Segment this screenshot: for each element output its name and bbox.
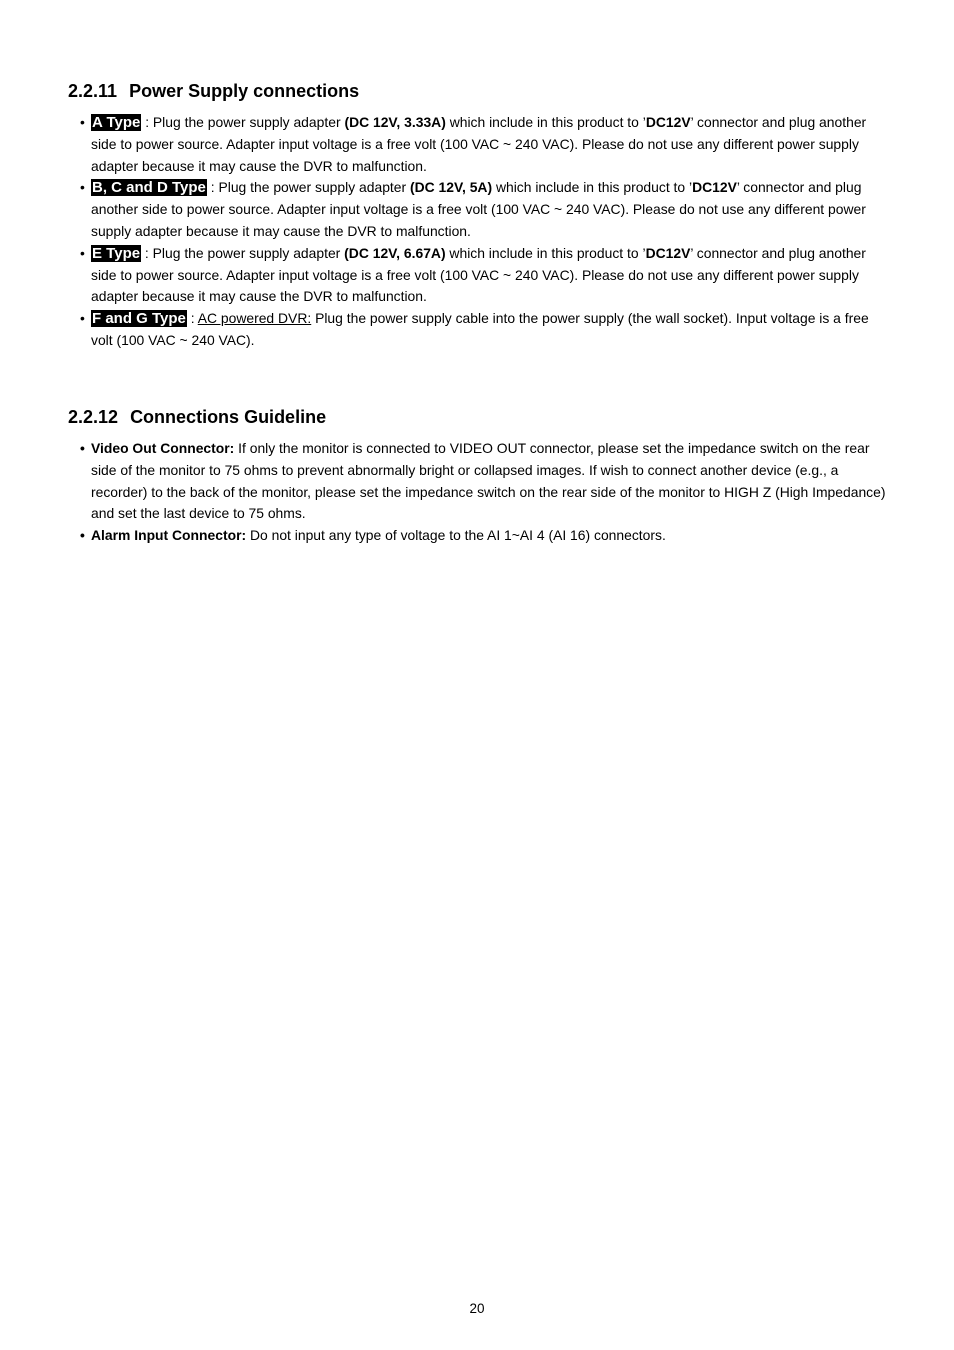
section-number: 2.2.12 [68,407,119,427]
bullet: • [80,244,85,261]
section-heading-connections-guideline [68,406,326,428]
connector-label: Video Out Connector: [91,440,235,456]
list-item-video-out [80,438,888,525]
bullet: • [80,310,85,327]
adapter-spec: (DC 12V, 5A) [410,179,493,196]
item-text: which include in this product to ’ [492,179,693,196]
item-text: Do not input any type of voltage to the AI 1~AI 4 (AI 16) connectors. [246,527,666,544]
section-title: Connections Guideline [130,407,327,427]
connector-name: DC12V [645,244,691,261]
bullet: • [80,179,85,196]
section-title: Power Supply connections [129,81,360,101]
item-text: ’ connector and plug another side to power source. Adapter input voltage is a free volt (100 VAC ~ 240 VAC). Please do not use any different power supply adapter because it may cause the DVR to malfunction. [91,179,866,239]
item-text: : Plug the power supply adapter [141,114,345,130]
item-text: ’ connector and plug another side to power source. Adapter input voltage is a free volt (100 VAC ~ 240 VAC). Please do not use any different power supply adapter because it may cause the DVR to malfunction. [91,244,866,305]
item-text: : [186,310,198,327]
item-text: ’ connector and plug another side to power source. Adapter input voltage is a free volt (100 VAC ~ 240 VAC). Please do not use any different power supply adapter because it may cause the DVR to malfunction. [91,114,867,174]
connector-label: Alarm Input Connector: [91,527,247,544]
section-heading-power-supply [68,80,359,102]
page-number: 20 [469,1301,485,1316]
item-text: Plug the power supply cable into the power supply (the wall socket). Input voltage is a free volt (100 VAC ~ 240 VAC). [91,310,869,348]
list-item-fg-type [80,308,888,352]
connector-name: DC12V [692,179,737,196]
item-text: which include in this product to ’ [445,114,646,130]
list-item-a-type [80,112,888,177]
list-item-bcd-type [80,177,888,242]
type-label: E Type [92,244,141,262]
connector-name: DC12V [645,114,691,130]
section-number: 2.2.11 [68,81,118,101]
bullet: • [80,527,85,544]
type-label: F and G Type [92,310,186,328]
bullet: • [80,114,85,130]
list-item-e-type [80,243,888,308]
adapter-spec: (DC 12V, 3.33A) [344,114,446,130]
type-label: A Type [92,114,141,131]
item-text: If only the monitor is connected to VIDEO OUT connector, please set the impedance switch on the rear side of the monitor to 75 ohms to prevent abnormally bright or collapsed images. If wish to connect another device (e.g., a recorder) to the back of the monitor, please set the impedance switch on the rear side of the monitor to HIGH Z (High Impedance) and set the last device to 75 ohms. [91,440,886,522]
type-label: B, C and D Type [92,179,206,197]
power-supply-list [80,112,888,352]
list-item-alarm-input [80,525,888,547]
connections-guideline-list [80,438,888,547]
adapter-spec: (DC 12V, 6.67A) [344,244,446,261]
item-text: : Plug the power supply adapter [206,179,410,196]
item-text: which include in this product to ’ [445,244,646,261]
ac-powered-label: AC powered DVR: [197,310,312,327]
bullet: • [80,440,85,456]
item-text: : Plug the power supply adapter [141,244,345,261]
